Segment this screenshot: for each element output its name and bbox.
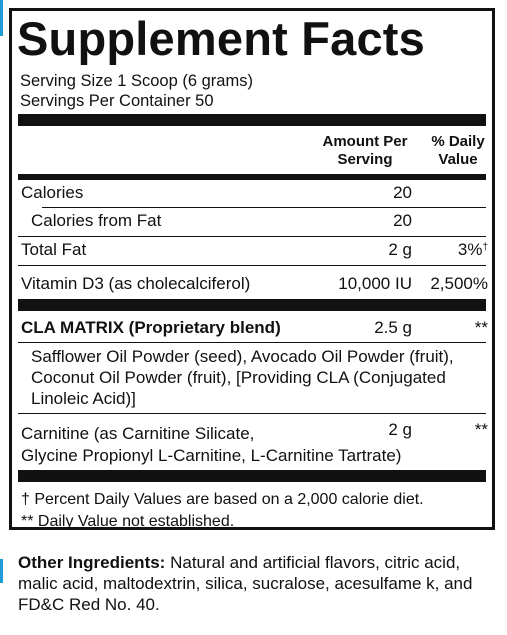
supplement-facts-panel xyxy=(9,8,495,530)
carnitine-label-line1: Carnitine (as Carnitine Silicate, xyxy=(21,424,255,443)
accent-bar-bottom xyxy=(0,559,3,583)
daily-value-header: % Daily Value xyxy=(431,133,485,168)
other-ingredients-label: Other Ingredients: xyxy=(18,553,166,572)
calories-amount: 20 xyxy=(393,183,412,202)
calories-from-fat-label: Calories from Fat xyxy=(31,211,162,230)
amount-per-serving-header: Amount Per Serving xyxy=(322,133,408,168)
footnote-not-established: ** Daily Value not established. xyxy=(21,513,235,530)
other-ingredients-text: Natural and artificial flavors, citric acid, malic acid, maltodextrin, silica, sucralose, acesulfame k, and FD&C Red No. 40. xyxy=(18,553,473,614)
cla-ingredients-line: Linoleic Acid)] xyxy=(31,389,136,408)
vitamin-d3-amount: 10,000 IU xyxy=(338,274,412,293)
carnitine-dv: ** xyxy=(474,420,488,439)
thin-divider xyxy=(42,207,486,208)
cla-ingredients-line: Safflower Oil Powder (seed), Avocado Oil Powder (fruit), xyxy=(31,347,454,366)
panel-title: Supplement Facts xyxy=(17,12,426,65)
thin-divider xyxy=(18,413,486,414)
calories-from-fat-amount: 20 xyxy=(393,211,412,230)
medium-divider xyxy=(18,174,486,180)
thick-divider xyxy=(18,299,486,311)
cla-ingredients-line: Coconut Oil Powder (fruit), [Providing CLA (Conjugated xyxy=(31,368,446,387)
thin-divider xyxy=(18,265,486,266)
vitamin-d3-dv: 2,500% xyxy=(430,274,488,293)
cla-matrix-dv: ** xyxy=(474,318,488,337)
thin-divider xyxy=(18,342,486,343)
thick-divider xyxy=(18,470,486,482)
footnote-daily-values: † Percent Daily Values are based on a 2,000 calorie diet. xyxy=(21,491,424,508)
cla-matrix-label: CLA MATRIX (Proprietary blend) xyxy=(21,318,281,337)
other-ingredients xyxy=(18,552,498,615)
dagger-mark: † xyxy=(482,242,488,253)
total-fat-label: Total Fat xyxy=(21,240,87,259)
carnitine-amount: 2 g xyxy=(388,420,412,439)
total-fat-amount: 2 g xyxy=(388,240,412,259)
thick-divider xyxy=(18,114,486,126)
vitamin-d3-label: Vitamin D3 (as cholecalciferol) xyxy=(21,274,251,293)
servings-per-container: Servings Per Container 50 xyxy=(20,92,214,110)
serving-size: Serving Size 1 Scoop (6 grams) xyxy=(20,72,253,90)
cla-matrix-amount: 2.5 g xyxy=(374,318,412,337)
thin-divider xyxy=(18,236,486,237)
carnitine-label-line2: Glycine Propionyl L-Carnitine, L-Carnitine Tartrate) xyxy=(21,446,402,465)
accent-bar-top xyxy=(0,0,3,36)
total-fat-dv: 3%† xyxy=(457,240,488,259)
calories-label: Calories xyxy=(21,183,84,202)
